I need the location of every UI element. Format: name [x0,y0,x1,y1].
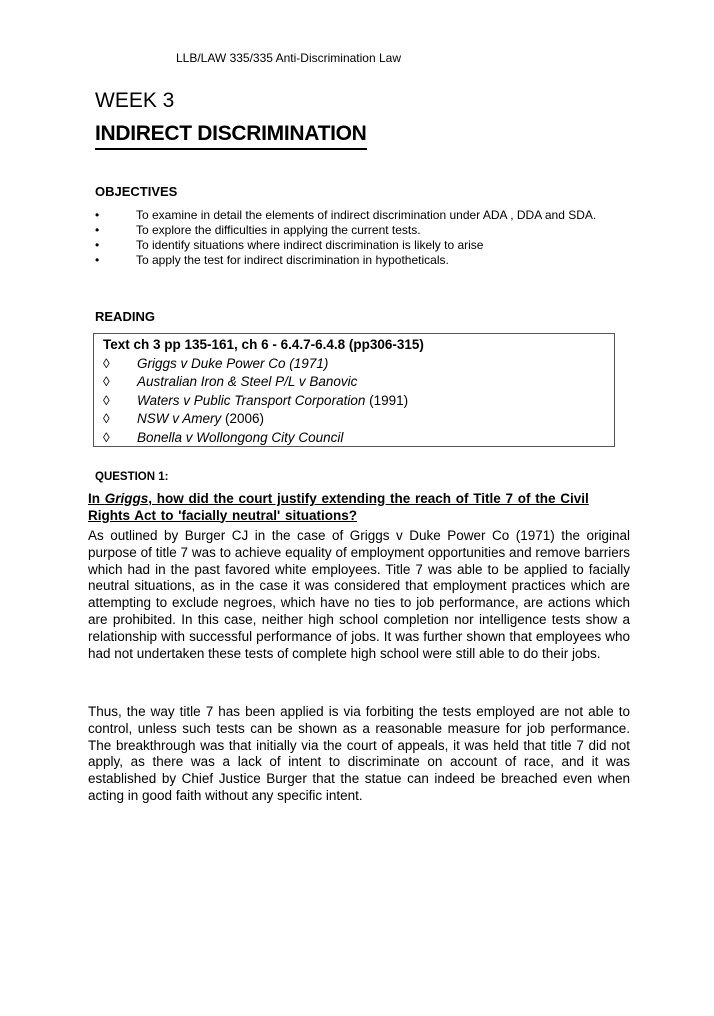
objective-text: To apply the test for indirect discrimination in hypotheticals. [136,253,449,267]
objective-item [95,238,630,253]
reading-case-item [103,410,614,429]
question-heading: QUESTION 1: [95,471,169,483]
objective-text: To explore the difficulties in applying the current tests. [136,223,421,237]
case-name: Griggs v Duke Power Co (1971) [137,355,329,371]
reading-case-item [103,392,614,411]
question-body: , how did the court justify extending the reach of Title 7 of the Civil Rights Act to 'facially neutral' situations? [88,491,589,523]
reading-box [93,333,615,447]
reading-case-item [103,429,614,448]
objectives-list [95,208,630,268]
page-title: INDIRECT DISCRIMINATION [95,120,367,150]
question-text [88,491,608,524]
diamond-icon: ◊ [103,355,110,371]
reading-case-item [103,355,614,374]
course-header: LLB/LAW 335/335 Anti-Discrimination Law [176,51,401,65]
objective-text: To examine in detail the elements of indirect discrimination under ADA , DDA and SDA. [136,208,597,222]
bullet-icon: • [95,238,100,252]
question-case-name: Griggs [104,491,149,506]
reading-text-reference: Text ch 3 pp 135-161, ch 6 - 6.4.7-6.4.8 (pp306-315) [103,337,424,352]
answer-paragraph: Thus, the way title 7 has been applied is via forbiting the tests employed are not able to control, unless such tests can be shown as a reasonable measure for job performance. The breakthrough was that initially via the court of appeals, it was held that title 7 did not apply, as there was a lack of intent to discriminate on account of race, and it was established by Chief Justice Burger that the statue can indeed be breached even when acting in good faith without any specific intent. [88,704,630,803]
reading-case-item [103,373,614,392]
case-name: NSW v Amery [137,411,222,426]
case-name: Australian Iron & Steel P/L v Banovic [137,374,358,389]
diamond-icon: ◊ [103,392,110,408]
question-prefix: In [88,491,105,506]
objective-item [95,208,630,223]
case-name: Waters v Public Transport Corporation [137,392,366,408]
week-label: WEEK 3 [95,89,175,112]
diamond-icon: ◊ [103,411,110,426]
diamond-icon: ◊ [103,374,110,389]
objective-text: To identify situations where indirect discrimination is likely to arise [136,238,484,252]
diamond-icon: ◊ [103,429,110,445]
bullet-icon: • [95,208,100,222]
case-name: Bonella v Wollongong City Council [137,429,344,445]
objective-item [95,253,630,268]
case-year: (2006) [221,411,265,426]
objective-item [95,223,630,238]
bullet-icon: • [95,253,100,267]
bullet-icon: • [95,223,100,237]
objectives-heading: OBJECTIVES [95,184,178,199]
case-year: (1991) [365,392,409,408]
reading-heading: READING [95,309,155,324]
answer-paragraph: As outlined by Burger CJ in the case of Griggs v Duke Power Co (1971) the original purpose of title 7 was to achieve equality of employment opportunities and remove barriers which had in the past favored white employees. Title 7 was able to be applied to facially neutral situations, as in the case it was considered that employment practices which are attempting to exclude negroes, which have no ties to job performance, are actions which are prohibited. In this case, neither high school completion nor intelligence tests show a relationship with successful performance of jobs. It was further shown that employees who had not undertaken these tests of complete high school were still able to do their jobs. [88,528,630,661]
